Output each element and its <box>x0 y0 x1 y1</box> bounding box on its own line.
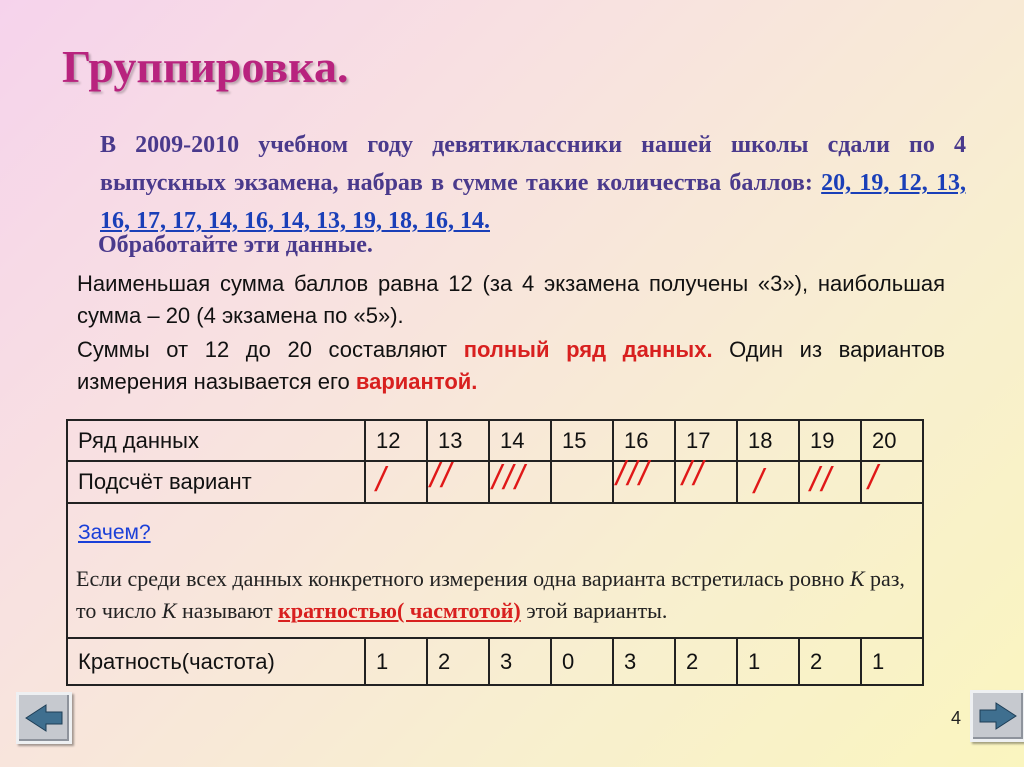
frequency-value: 1 <box>872 648 885 674</box>
definition-k: К <box>161 598 177 623</box>
tally-mark: // <box>430 457 453 495</box>
frequency-value: 2 <box>686 648 699 674</box>
para2-text-b: Один из вариантов измерения называется его <box>77 337 945 394</box>
series-value: 16 <box>624 427 649 453</box>
previous-slide-button[interactable] <box>16 692 72 744</box>
series-value: 19 <box>810 427 835 453</box>
frequency-table <box>66 419 924 686</box>
frequency-value: 2 <box>810 648 823 674</box>
series-value: 14 <box>500 427 525 453</box>
frequency-value: 3 <box>500 648 513 674</box>
series-value: 17 <box>686 427 711 453</box>
row-label-data-series: Ряд данных <box>78 427 199 453</box>
page-number: 4 <box>951 708 962 728</box>
paragraph-full-series <box>77 334 945 398</box>
frequency-value: 0 <box>562 648 575 674</box>
multiplicity-term: кратностью( часмтотой) <box>278 598 521 623</box>
frequency-value: 3 <box>624 648 637 674</box>
para2-text-a: Суммы от 12 до 20 составляют <box>77 337 464 362</box>
intro-paragraph <box>100 126 966 240</box>
intro-numbers: 20, 19, 12, 13, 16, 17, 17, 14, 16, 14, 13, 19, 18, 16, 14. <box>100 170 966 234</box>
frequency-value: 2 <box>438 648 451 674</box>
full-series-term: полный ряд данных. <box>463 337 713 362</box>
series-value: 12 <box>376 427 401 453</box>
series-value: 18 <box>748 427 773 453</box>
tally-mark: / <box>754 463 766 501</box>
definition-text-a: Если среди всех данных конкретного измерения одна варианта встретилась ровно <box>76 566 850 591</box>
next-slide-button[interactable] <box>970 690 1024 742</box>
row-label-frequency: Кратность(частота) <box>78 648 275 674</box>
slide-title: Группировка. <box>62 41 349 92</box>
row-label-tally: Подсчёт вариант <box>78 469 252 494</box>
tally-mark: / <box>868 459 880 497</box>
series-value: 13 <box>438 427 463 453</box>
series-value: 15 <box>562 427 587 453</box>
tally-mark: // <box>682 455 705 493</box>
frequency-value: 1 <box>376 648 389 674</box>
intro-text: В 2009-2010 учебном году девятиклассники нашей школы сдали по 4 выпускных экзамена, набрав в сумме такие количества баллов: <box>100 132 966 196</box>
definition-k: К <box>849 566 865 591</box>
tally-mark: /// <box>616 455 651 493</box>
table-divider <box>68 502 922 504</box>
variant-term: вариантой. <box>355 369 478 394</box>
tally-mark: // <box>810 461 833 499</box>
why-link[interactable]: Зачем? <box>78 521 151 544</box>
left-arrow-icon <box>24 703 64 733</box>
tally-mark: / <box>376 461 388 499</box>
multiplicity-definition <box>76 563 916 627</box>
process-instruction: Обработайте эти данные. <box>98 232 373 258</box>
paragraph-min-max: Наименьшая сумма баллов равна 12 (за 4 экзамена получены «3»), наибольшая сумма – 20 (4 экзамена по «5»). <box>77 271 945 328</box>
definition-text-d: этой варианты. <box>520 598 668 623</box>
tally-mark: /// <box>492 459 527 497</box>
definition-text-b: раз, то число <box>76 566 905 623</box>
definition-text-c: называют <box>176 598 279 623</box>
series-value: 20 <box>872 427 897 453</box>
frequency-value: 1 <box>748 648 761 674</box>
right-arrow-icon <box>978 701 1018 731</box>
